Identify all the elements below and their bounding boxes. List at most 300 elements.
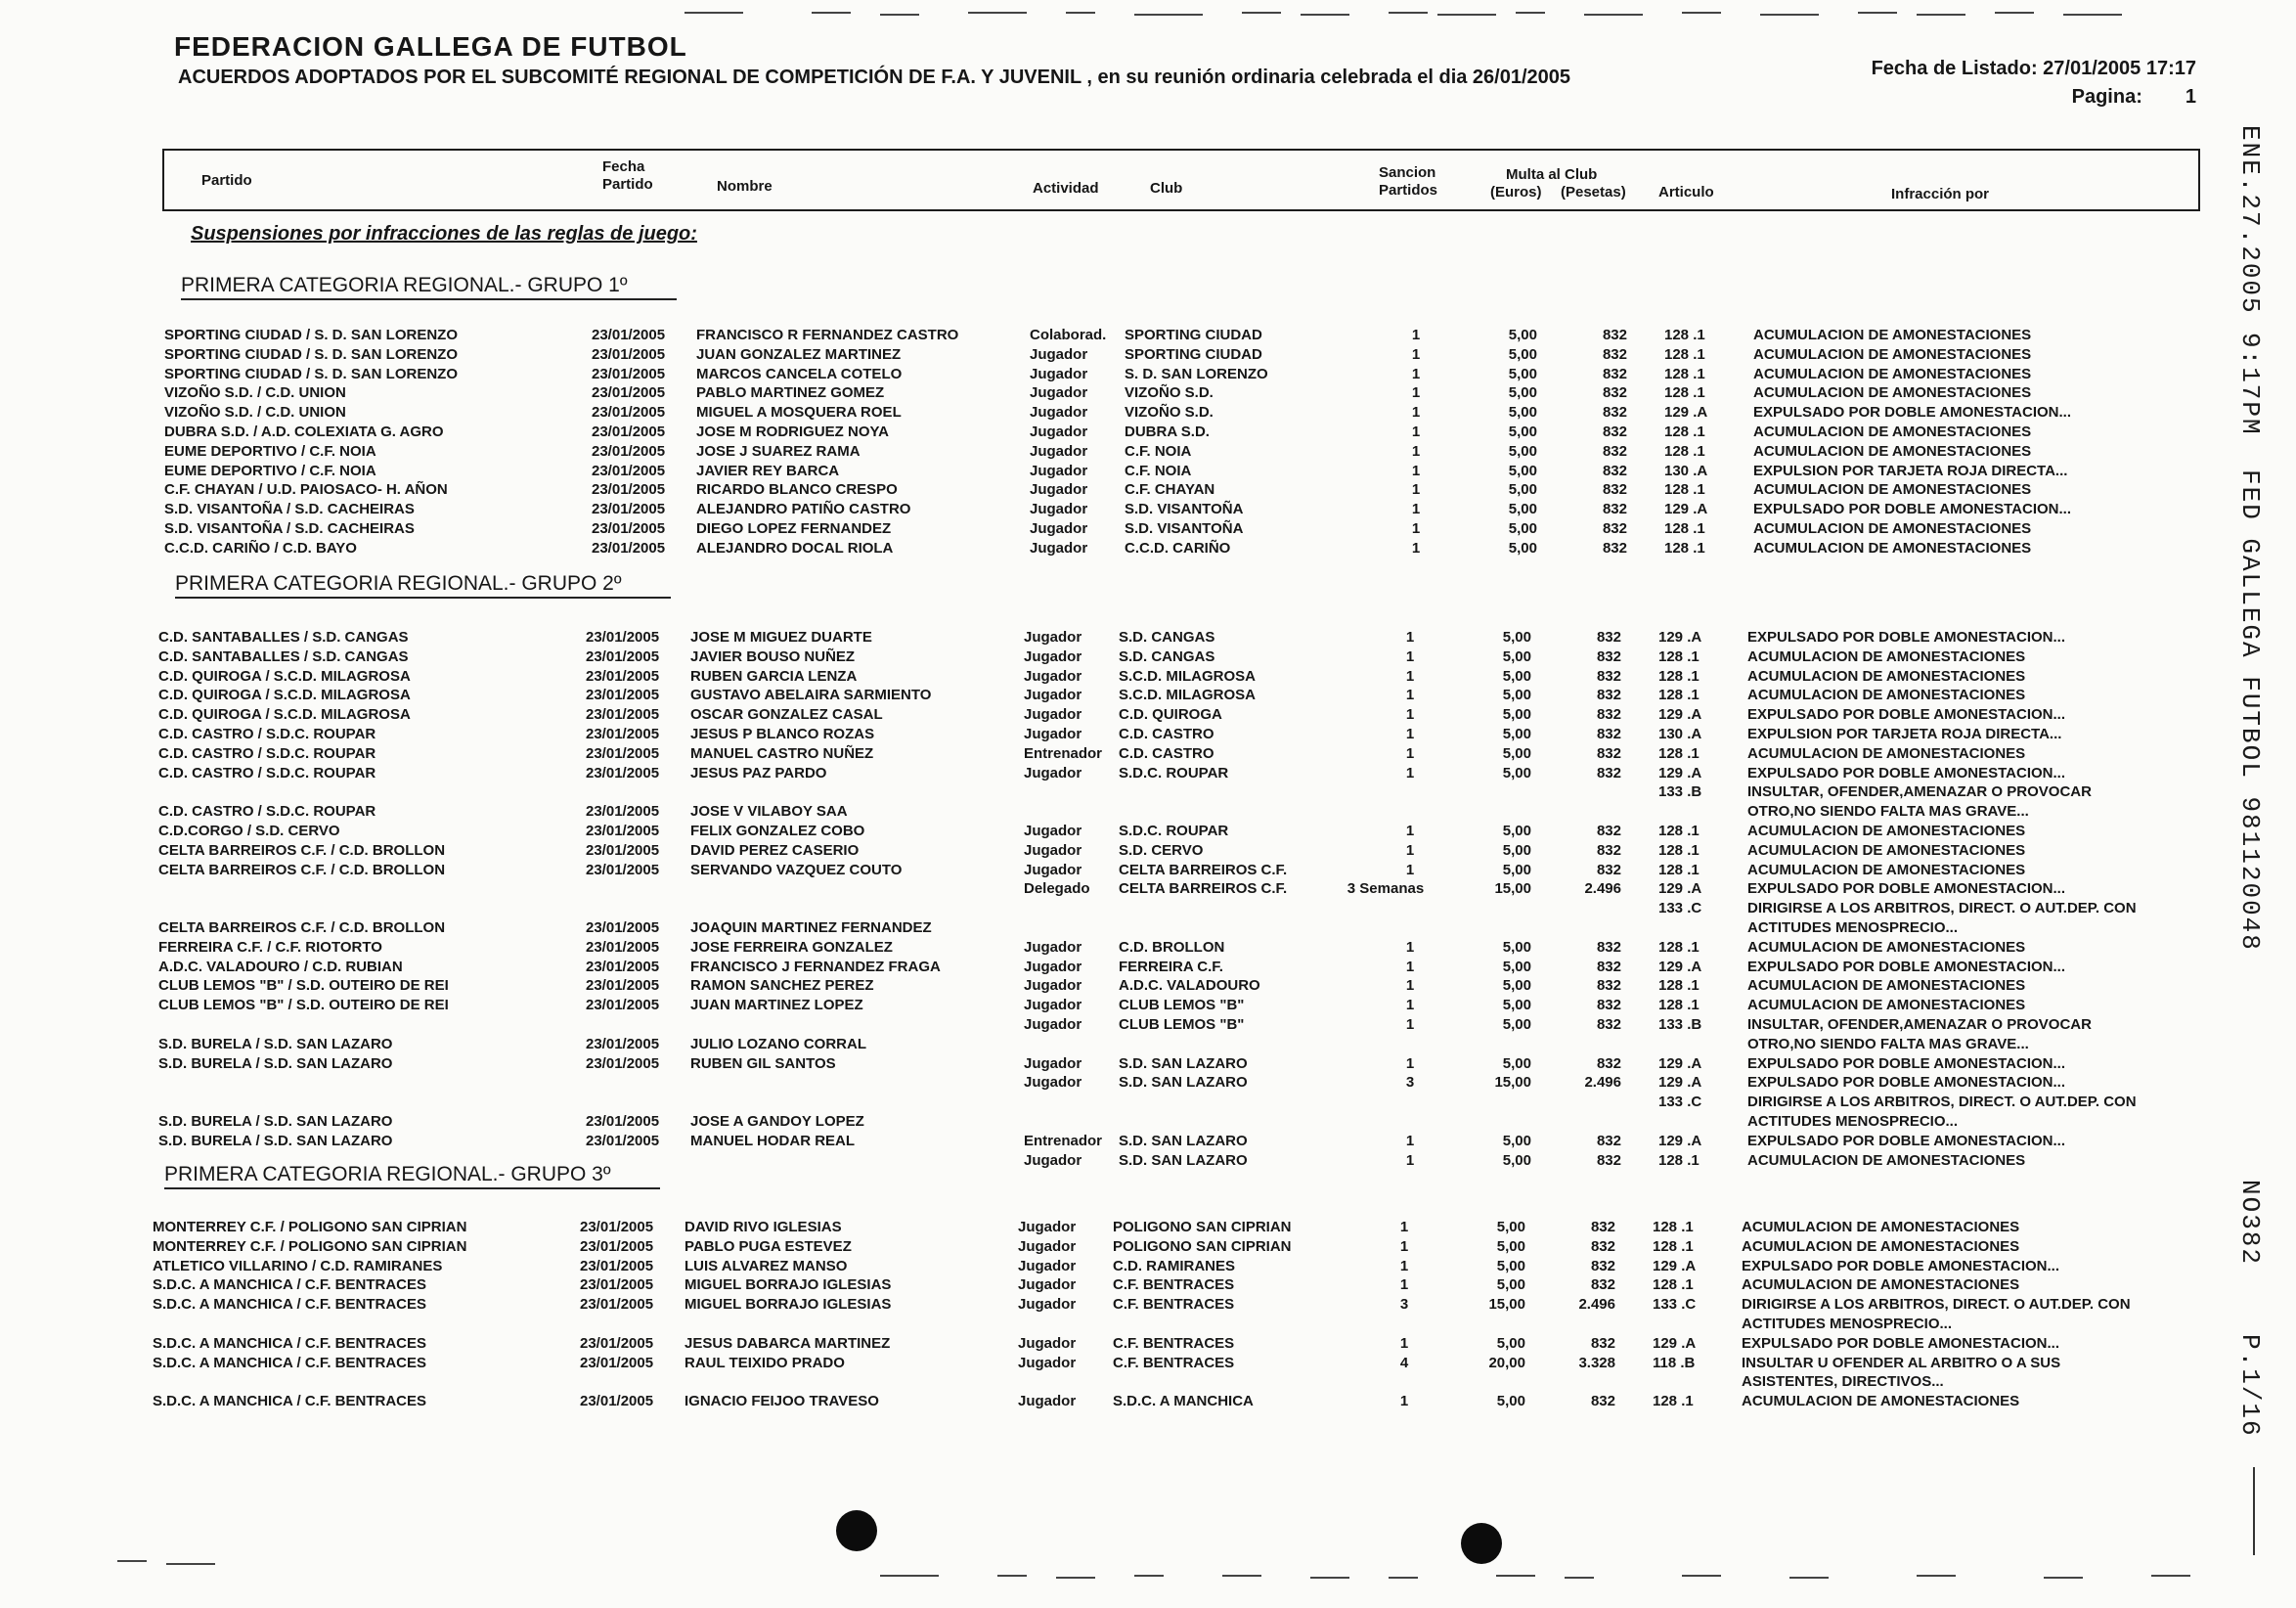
- cell-fecha: 23/01/2005: [586, 997, 660, 1014]
- cell-sancion: 1: [1411, 345, 1421, 363]
- cell-nombre: DAVID RIVO IGLESIAS: [684, 1219, 842, 1235]
- cell-articulo: 128 .1: [1664, 345, 1705, 363]
- cell-fecha: 23/01/2005: [586, 803, 660, 821]
- group-title: PRIMERA CATEGORIA REGIONAL.- GRUPO 1º: [181, 274, 677, 300]
- cell-fecha: 23/01/2005: [586, 667, 660, 685]
- cell-club: POLIGONO SAN CIPRIAN: [1113, 1219, 1292, 1235]
- cell-fecha: 23/01/2005: [580, 1257, 654, 1274]
- cell-partido: S.D.C. A MANCHICA / C.F. BENTRACES: [153, 1334, 427, 1352]
- cell-actividad: Jugador: [1024, 648, 1082, 665]
- cell-sancion: 1: [1399, 1393, 1409, 1410]
- cell-articulo: 128 .1: [1664, 365, 1705, 382]
- scan-dash: [1389, 12, 1428, 14]
- cell-partido: ATLETICO VILLARINO / C.D. RAMIRANES: [153, 1257, 443, 1274]
- cell-pesetas: 832: [1596, 744, 1621, 762]
- col-multa: Multa al Club: [1506, 166, 1598, 183]
- cell-nombre: JOSE M MIGUEZ DUARTE: [690, 629, 872, 646]
- cell-sancion: 1: [1405, 861, 1415, 878]
- scan-dash: [1310, 1577, 1349, 1579]
- scan-dash: [1682, 1575, 1721, 1577]
- cell-infraccion: ACUMULACION DE AMONESTACIONES: [1742, 1237, 2020, 1255]
- cell-pesetas: 832: [1602, 345, 1627, 363]
- table-row: [0, 706, 2296, 726]
- cell-articulo: 130 .A: [1658, 726, 1702, 742]
- cell-infraccion: EXPULSION POR TARJETA ROJA DIRECTA...: [1753, 462, 2068, 479]
- cell-fecha: 23/01/2005: [592, 424, 666, 440]
- cell-nombre: SERVANDO VAZQUEZ COUTO: [690, 861, 903, 878]
- col-fecha-bottom: Partido: [602, 176, 653, 193]
- cell-nombre: OSCAR GONZALEZ CASAL: [690, 706, 883, 724]
- cell-sancion: 1: [1411, 442, 1421, 460]
- cell-actividad: Jugador: [1030, 481, 1088, 499]
- cell-fecha: 23/01/2005: [580, 1354, 654, 1371]
- cell-articulo: 128 .1: [1653, 1276, 1694, 1294]
- cell-infraccion: EXPULSADO POR DOBLE AMONESTACION...: [1742, 1334, 2060, 1352]
- fax-sender: FED GALLEGA FUTBOL 981120048: [2235, 469, 2265, 952]
- cell-pesetas: 832: [1590, 1393, 1615, 1410]
- cell-sancion: 1: [1405, 764, 1415, 782]
- cell-articulo: 128 .1: [1664, 442, 1705, 460]
- cell-sancion: 1: [1405, 726, 1415, 742]
- cell-infraccion: EXPULSION POR TARJETA ROJA DIRECTA...: [1747, 726, 2062, 742]
- cell-euros: 5,00: [1508, 424, 1537, 440]
- table-row: [0, 629, 2296, 648]
- col-partido: Partido: [201, 172, 252, 189]
- cell-partido: CLUB LEMOS "B" / S.D. OUTEIRO DE REI: [158, 977, 449, 995]
- cell-euros: 5,00: [1508, 539, 1537, 557]
- col-sancion-top: Sancion: [1379, 164, 1436, 181]
- cell-infraccion: OTRO,NO SIENDO FALTA MAS GRAVE...: [1747, 803, 2029, 821]
- cell-articulo: 128 .1: [1658, 977, 1700, 995]
- cell-sancion: 1: [1411, 501, 1421, 518]
- cell-articulo: 129 .A: [1664, 404, 1708, 422]
- cell-club: S.D. SAN LAZARO: [1119, 1054, 1248, 1072]
- scan-dash: [1496, 1575, 1535, 1577]
- cell-sancion: 3 Semanas: [1347, 880, 1425, 898]
- cell-club: VIZOÑO S.D.: [1125, 404, 1214, 422]
- cell-sancion: 1: [1405, 958, 1415, 975]
- cell-articulo: 128 .1: [1664, 520, 1705, 537]
- cell-nombre: MANUEL HODAR REAL: [690, 1132, 856, 1149]
- cell-fecha: 23/01/2005: [592, 345, 666, 363]
- cell-infraccion: ACUMULACION DE AMONESTACIONES: [1747, 744, 2026, 762]
- cell-pesetas: 832: [1596, 648, 1621, 665]
- cell-nombre: JESUS PAZ PARDO: [690, 764, 827, 782]
- fax-time: 9:17PM: [2235, 333, 2265, 436]
- cell-partido: C.D. SANTABALLES / S.D. CANGAS: [158, 629, 409, 646]
- cell-actividad: Jugador: [1018, 1219, 1077, 1235]
- table-row: [0, 366, 2296, 385]
- cell-partido: S.D. VISANTOÑA / S.D. CACHEIRAS: [164, 501, 415, 518]
- cell-actividad: Jugador: [1024, 977, 1082, 995]
- cell-euros: 5,00: [1496, 1219, 1525, 1235]
- cell-euros: 5,00: [1508, 501, 1537, 518]
- cell-club: S.D.C. ROUPAR: [1119, 823, 1229, 839]
- cell-nombre: FRANCISCO J FERNANDEZ FRAGA: [690, 958, 941, 975]
- cell-sancion: 3: [1405, 1074, 1415, 1092]
- cell-infraccion: ACUMULACION DE AMONESTACIONES: [1747, 648, 2026, 665]
- cell-club: S.D. CERVO: [1119, 841, 1204, 859]
- cell-sancion: 1: [1405, 667, 1415, 685]
- cell-partido: C.C.D. CARIÑO / C.D. BAYO: [164, 539, 357, 557]
- cell-sancion: 1: [1405, 744, 1415, 762]
- cell-pesetas: 832: [1596, 706, 1621, 724]
- cell-infraccion: INSULTAR, OFENDER,AMENAZAR O PROVOCAR: [1747, 1016, 2092, 1033]
- table-row: [0, 1276, 2296, 1296]
- punch-hole-right: [1461, 1523, 1502, 1564]
- cell-actividad: Jugador: [1024, 938, 1082, 956]
- cell-euros: 5,00: [1502, 841, 1531, 859]
- cell-club: C.D. CASTRO: [1119, 726, 1214, 742]
- table-row: [0, 1219, 2296, 1238]
- cell-sancion: 1: [1405, 629, 1415, 646]
- cell-sancion: 1: [1405, 938, 1415, 956]
- table-row: [0, 1373, 2296, 1393]
- cell-club: S.D. SAN LAZARO: [1119, 1074, 1248, 1092]
- punch-hole-left: [836, 1510, 877, 1551]
- cell-fecha: 23/01/2005: [580, 1219, 654, 1235]
- cell-nombre: JOSE J SUAREZ RAMA: [696, 442, 861, 460]
- cell-infraccion: ACUMULACION DE AMONESTACIONES: [1747, 841, 2026, 859]
- cell-euros: 5,00: [1502, 726, 1531, 742]
- cell-club: S. D. SAN LORENZO: [1125, 365, 1268, 382]
- cell-partido: C.D. SANTABALLES / S.D. CANGAS: [158, 648, 409, 665]
- cell-infraccion: EXPULSADO POR DOBLE AMONESTACION...: [1747, 706, 2066, 724]
- cell-pesetas: 832: [1596, 958, 1621, 975]
- cell-pesetas: 832: [1596, 977, 1621, 995]
- cell-infraccion: ACUMULACION DE AMONESTACIONES: [1753, 365, 2032, 382]
- table-row: [0, 404, 2296, 424]
- document-subtitle: ACUERDOS ADOPTADOS POR EL SUBCOMITÉ REGIONAL DE COMPETICIÓN DE F.A. Y JUVENIL , en su reunión ordinaria celebrada el dia 26/01/2005: [178, 67, 1571, 88]
- section-title: Suspensiones por infracciones de las reglas de juego:: [191, 223, 697, 245]
- scan-dash: [968, 12, 1027, 14]
- cell-articulo: 118 .B: [1653, 1354, 1696, 1371]
- cell-fecha: 23/01/2005: [592, 384, 666, 402]
- table-row: [0, 424, 2296, 443]
- table-row: [0, 1316, 2296, 1335]
- cell-sancion: 1: [1399, 1334, 1409, 1352]
- cell-infraccion: ACTITUDES MENOSPRECIO...: [1742, 1316, 1953, 1332]
- cell-actividad: Jugador: [1024, 629, 1082, 646]
- table-row: [0, 783, 2296, 803]
- cell-infraccion: ACUMULACION DE AMONESTACIONES: [1753, 442, 2032, 460]
- scan-dash: [1437, 14, 1496, 16]
- cell-pesetas: 832: [1602, 462, 1627, 479]
- cell-euros: 5,00: [1502, 648, 1531, 665]
- table-row: [0, 668, 2296, 688]
- cell-sancion: 1: [1405, 1151, 1415, 1169]
- cell-infraccion: ACUMULACION DE AMONESTACIONES: [1747, 977, 2026, 995]
- cell-actividad: Entrenador: [1024, 1132, 1103, 1149]
- cell-partido: C.D. CASTRO / S.D.C. ROUPAR: [158, 726, 376, 742]
- cell-fecha: 23/01/2005: [586, 1054, 660, 1072]
- cell-actividad: Jugador: [1024, 823, 1082, 839]
- cell-sancion: 1: [1411, 327, 1421, 343]
- cell-infraccion: ACUMULACION DE AMONESTACIONES: [1742, 1393, 2020, 1410]
- cell-articulo: 128 .1: [1664, 424, 1705, 440]
- cell-nombre: DAVID PEREZ CASERIO: [690, 841, 860, 859]
- cell-club: FERREIRA C.F.: [1119, 958, 1223, 975]
- cell-actividad: Jugador: [1024, 1151, 1082, 1169]
- cell-fecha: 23/01/2005: [586, 823, 660, 839]
- cell-pesetas: 832: [1596, 1016, 1621, 1033]
- cell-articulo: 128 .1: [1658, 861, 1700, 878]
- fax-number: NO382: [2235, 1180, 2265, 1267]
- cell-nombre: JOSE A GANDOY LOPEZ: [690, 1113, 864, 1130]
- cell-fecha: 23/01/2005: [580, 1276, 654, 1294]
- cell-partido: FERREIRA C.F. / C.F. RIOTORTO: [158, 938, 382, 956]
- cell-articulo: 129 .A: [1658, 1132, 1702, 1149]
- cell-partido: C.D. QUIROGA / S.C.D. MILAGROSA: [158, 687, 411, 704]
- cell-infraccion: ACUMULACION DE AMONESTACIONES: [1753, 424, 2032, 440]
- scan-dash: [1066, 12, 1095, 14]
- cell-club: VIZOÑO S.D.: [1125, 384, 1214, 402]
- cell-fecha: 23/01/2005: [586, 744, 660, 762]
- cell-fecha: 23/01/2005: [586, 764, 660, 782]
- table-row: [0, 726, 2296, 745]
- cell-actividad: Jugador: [1024, 726, 1082, 742]
- cell-infraccion: ACUMULACION DE AMONESTACIONES: [1753, 327, 2032, 343]
- cell-euros: 15,00: [1494, 880, 1531, 898]
- cell-pesetas: 832: [1596, 938, 1621, 956]
- cell-articulo: 128 .1: [1664, 327, 1705, 343]
- table-row: [0, 463, 2296, 482]
- table-row: [0, 1355, 2296, 1374]
- cell-club: S.D. VISANTOÑA: [1125, 520, 1244, 537]
- cell-pesetas: 832: [1602, 404, 1627, 422]
- cell-club: CELTA BARREIROS C.F.: [1119, 880, 1288, 898]
- cell-club: SPORTING CIUDAD: [1125, 327, 1262, 343]
- cell-articulo: 129 .A: [1658, 629, 1702, 646]
- scan-dash: [1682, 12, 1721, 14]
- cell-pesetas: 832: [1590, 1334, 1615, 1352]
- cell-euros: 5,00: [1508, 462, 1537, 479]
- cell-partido: SPORTING CIUDAD / S. D. SAN LORENZO: [164, 345, 459, 363]
- scan-dash: [1134, 14, 1203, 16]
- cell-pesetas: 832: [1596, 629, 1621, 646]
- cell-infraccion: EXPULSADO POR DOBLE AMONESTACION...: [1747, 958, 2066, 975]
- cell-articulo: 129 .A: [1653, 1257, 1697, 1274]
- cell-pesetas: 832: [1596, 687, 1621, 704]
- cell-pesetas: 832: [1596, 764, 1621, 782]
- cell-euros: 5,00: [1502, 1054, 1531, 1072]
- cell-articulo: 128 .1: [1658, 667, 1700, 685]
- cell-nombre: IGNACIO FEIJOO TRAVESO: [684, 1393, 879, 1410]
- cell-infraccion: ACTITUDES MENOSPRECIO...: [1747, 919, 1959, 936]
- cell-euros: 5,00: [1508, 327, 1537, 343]
- cell-club: C.D. RAMIRANES: [1113, 1257, 1236, 1274]
- cell-actividad: Jugador: [1024, 861, 1082, 878]
- cell-actividad: Jugador: [1018, 1276, 1077, 1294]
- cell-fecha: 23/01/2005: [580, 1296, 654, 1314]
- cell-euros: 5,00: [1502, 706, 1531, 724]
- scan-dash: [1242, 12, 1281, 14]
- cell-fecha: 23/01/2005: [592, 327, 666, 343]
- cell-sancion: 1: [1411, 462, 1421, 479]
- cell-euros: 5,00: [1502, 958, 1531, 975]
- cell-nombre: DIEGO LOPEZ FERNANDEZ: [696, 520, 892, 537]
- cell-infraccion: ACUMULACION DE AMONESTACIONES: [1747, 938, 2026, 956]
- scan-dash: [1789, 1577, 1829, 1579]
- cell-actividad: Jugador: [1018, 1354, 1077, 1371]
- cell-fecha: 23/01/2005: [586, 861, 660, 878]
- cell-club: S.C.D. MILAGROSA: [1119, 687, 1257, 704]
- cell-euros: 5,00: [1508, 520, 1537, 537]
- cell-articulo: 128 .1: [1658, 841, 1700, 859]
- cell-club: C.F. BENTRACES: [1113, 1276, 1235, 1294]
- cell-fecha: 23/01/2005: [592, 404, 666, 422]
- table-row: [0, 540, 2296, 559]
- cell-pesetas: 832: [1602, 365, 1627, 382]
- cell-fecha: 23/01/2005: [592, 442, 666, 460]
- cell-partido: CELTA BARREIROS C.F. / C.D. BROLLON: [158, 919, 446, 936]
- cell-infraccion: DIRIGIRSE A LOS ARBITROS, DIRECT. O AUT.DEP. CON: [1747, 1094, 2137, 1111]
- cell-articulo: 133 .C: [1658, 1094, 1702, 1111]
- cell-actividad: Jugador: [1030, 539, 1088, 557]
- cell-actividad: Jugador: [1018, 1334, 1077, 1352]
- cell-club: S.D. CANGAS: [1119, 648, 1215, 665]
- table-row: [0, 443, 2296, 463]
- table-row: [0, 481, 2296, 501]
- cell-actividad: Jugador: [1030, 520, 1088, 537]
- cell-infraccion: ACUMULACION DE AMONESTACIONES: [1742, 1219, 2020, 1235]
- cell-nombre: RAMON SANCHEZ PEREZ: [690, 977, 874, 995]
- cell-euros: 5,00: [1502, 687, 1531, 704]
- cell-articulo: 129 .A: [1658, 1054, 1702, 1072]
- cell-partido: S.D.C. A MANCHICA / C.F. BENTRACES: [153, 1276, 427, 1294]
- cell-infraccion: INSULTAR U OFENDER AL ARBITRO O A SUS: [1742, 1354, 2061, 1371]
- cell-club: S.D. SAN LAZARO: [1119, 1151, 1248, 1169]
- scan-dash: [1995, 12, 2034, 14]
- cell-actividad: Jugador: [1024, 667, 1082, 685]
- cell-pesetas: 832: [1596, 667, 1621, 685]
- page-number: 1: [2185, 86, 2196, 108]
- cell-fecha: 23/01/2005: [586, 706, 660, 724]
- cell-nombre: JESUS DABARCA MARTINEZ: [684, 1334, 891, 1352]
- cell-club: S.D. CANGAS: [1119, 629, 1215, 646]
- col-sancion-bottom: Partidos: [1379, 182, 1438, 199]
- cell-euros: 15,00: [1494, 1074, 1531, 1092]
- cell-pesetas: 832: [1590, 1219, 1615, 1235]
- cell-nombre: JUAN GONZALEZ MARTINEZ: [696, 345, 902, 363]
- cell-fecha: 23/01/2005: [586, 919, 660, 936]
- cell-fecha: 23/01/2005: [586, 938, 660, 956]
- cell-fecha: 23/01/2005: [586, 648, 660, 665]
- cell-partido: SPORTING CIUDAD / S. D. SAN LORENZO: [164, 365, 459, 382]
- cell-fecha: 23/01/2005: [586, 629, 660, 646]
- cell-sancion: 1: [1399, 1276, 1409, 1294]
- group-title: PRIMERA CATEGORIA REGIONAL.- GRUPO 2º: [175, 572, 671, 599]
- cell-articulo: 128 .1: [1658, 938, 1700, 956]
- cell-partido: S.D.C. A MANCHICA / C.F. BENTRACES: [153, 1296, 427, 1314]
- cell-club: S.D.C. A MANCHICA: [1113, 1393, 1254, 1410]
- cell-articulo: 128 .1: [1664, 384, 1705, 402]
- cell-partido: S.D. BURELA / S.D. SAN LAZARO: [158, 1035, 393, 1052]
- cell-nombre: ALEJANDRO DOCAL RIOLA: [696, 539, 894, 557]
- cell-fecha: 23/01/2005: [592, 365, 666, 382]
- cell-partido: DUBRA S.D. / A.D. COLEXIATA G. AGRO: [164, 424, 444, 440]
- table-row: [0, 1238, 2296, 1258]
- cell-euros: 15,00: [1488, 1296, 1525, 1314]
- cell-infraccion: DIRIGIRSE A LOS ARBITROS, DIRECT. O AUT.DEP. CON: [1742, 1296, 2131, 1314]
- cell-euros: 5,00: [1496, 1237, 1525, 1255]
- cell-partido: S.D. BURELA / S.D. SAN LAZARO: [158, 1054, 393, 1072]
- scan-dash: [1917, 1575, 1956, 1577]
- cell-partido: S.D. BURELA / S.D. SAN LAZARO: [158, 1113, 393, 1130]
- cell-sancion: 1: [1411, 384, 1421, 402]
- cell-infraccion: DIRIGIRSE A LOS ARBITROS, DIRECT. O AUT.DEP. CON: [1747, 900, 2137, 917]
- cell-fecha: 23/01/2005: [586, 726, 660, 742]
- cell-club: C.F. NOIA: [1125, 442, 1192, 460]
- cell-club: S.D. VISANTOÑA: [1125, 501, 1244, 518]
- cell-infraccion: EXPULSADO POR DOBLE AMONESTACION...: [1747, 1054, 2066, 1072]
- cell-club: CLUB LEMOS "B": [1119, 1016, 1245, 1033]
- table-row: [0, 900, 2296, 919]
- cell-articulo: 133 .C: [1658, 900, 1702, 917]
- cell-articulo: 128 .1: [1653, 1219, 1694, 1235]
- cell-euros: 5,00: [1508, 345, 1537, 363]
- cell-sancion: 1: [1405, 823, 1415, 839]
- table-row: [0, 745, 2296, 765]
- cell-fecha: 23/01/2005: [592, 481, 666, 499]
- column-header-box: [162, 149, 2200, 211]
- cell-sancion: 1: [1405, 977, 1415, 995]
- table-row: [0, 346, 2296, 366]
- cell-pesetas: 2.496: [1578, 1296, 1615, 1314]
- cell-club: C.F. NOIA: [1125, 462, 1192, 479]
- cell-pesetas: 832: [1602, 520, 1627, 537]
- cell-club: CELTA BARREIROS C.F.: [1119, 861, 1288, 878]
- cell-club: C.F. BENTRACES: [1113, 1354, 1235, 1371]
- cell-sancion: 1: [1411, 481, 1421, 499]
- cell-euros: 20,00: [1488, 1354, 1525, 1371]
- table-row: [0, 997, 2296, 1016]
- cell-fecha: 23/01/2005: [580, 1334, 654, 1352]
- cell-partido: VIZOÑO S.D. / C.D. UNION: [164, 384, 346, 402]
- cell-actividad: Jugador: [1024, 841, 1082, 859]
- cell-partido: S.D. BURELA / S.D. SAN LAZARO: [158, 1132, 393, 1149]
- cell-nombre: RAUL TEIXIDO PRADO: [684, 1354, 845, 1371]
- scan-dash: [880, 1575, 939, 1577]
- scan-dash: [1584, 14, 1643, 16]
- cell-pesetas: 832: [1590, 1276, 1615, 1294]
- cell-fecha: 23/01/2005: [586, 958, 660, 975]
- cell-sancion: 1: [1399, 1237, 1409, 1255]
- cell-actividad: Jugador: [1018, 1393, 1077, 1410]
- cell-partido: C.D. QUIROGA / S.C.D. MILAGROSA: [158, 706, 411, 724]
- cell-pesetas: 832: [1602, 384, 1627, 402]
- cell-infraccion: EXPULSADO POR DOBLE AMONESTACION...: [1753, 501, 2072, 518]
- cell-fecha: 23/01/2005: [586, 1113, 660, 1130]
- cell-partido: C.D. CASTRO / S.D.C. ROUPAR: [158, 803, 376, 821]
- cell-infraccion: ASISTENTES, DIRECTIVOS...: [1742, 1373, 1944, 1391]
- cell-euros: 5,00: [1502, 629, 1531, 646]
- table-row: [0, 842, 2296, 862]
- cell-partido: CLUB LEMOS "B" / S.D. OUTEIRO DE REI: [158, 997, 449, 1014]
- cell-euros: 5,00: [1502, 764, 1531, 782]
- table-row: [0, 880, 2296, 900]
- cell-partido: C.F. CHAYAN / U.D. PAIOSACO- H. AÑON: [164, 481, 448, 499]
- cell-infraccion: INSULTAR, OFENDER,AMENAZAR O PROVOCAR: [1747, 783, 2092, 801]
- cell-articulo: 128 .1: [1653, 1237, 1694, 1255]
- table-row: [0, 501, 2296, 520]
- scan-dash: [684, 12, 743, 14]
- cell-fecha: 23/01/2005: [586, 977, 660, 995]
- cell-euros: 5,00: [1496, 1393, 1525, 1410]
- cell-nombre: JESUS P BLANCO ROZAS: [690, 726, 875, 742]
- cell-infraccion: ACUMULACION DE AMONESTACIONES: [1747, 997, 2026, 1014]
- cell-club: S.D.C. ROUPAR: [1119, 764, 1229, 782]
